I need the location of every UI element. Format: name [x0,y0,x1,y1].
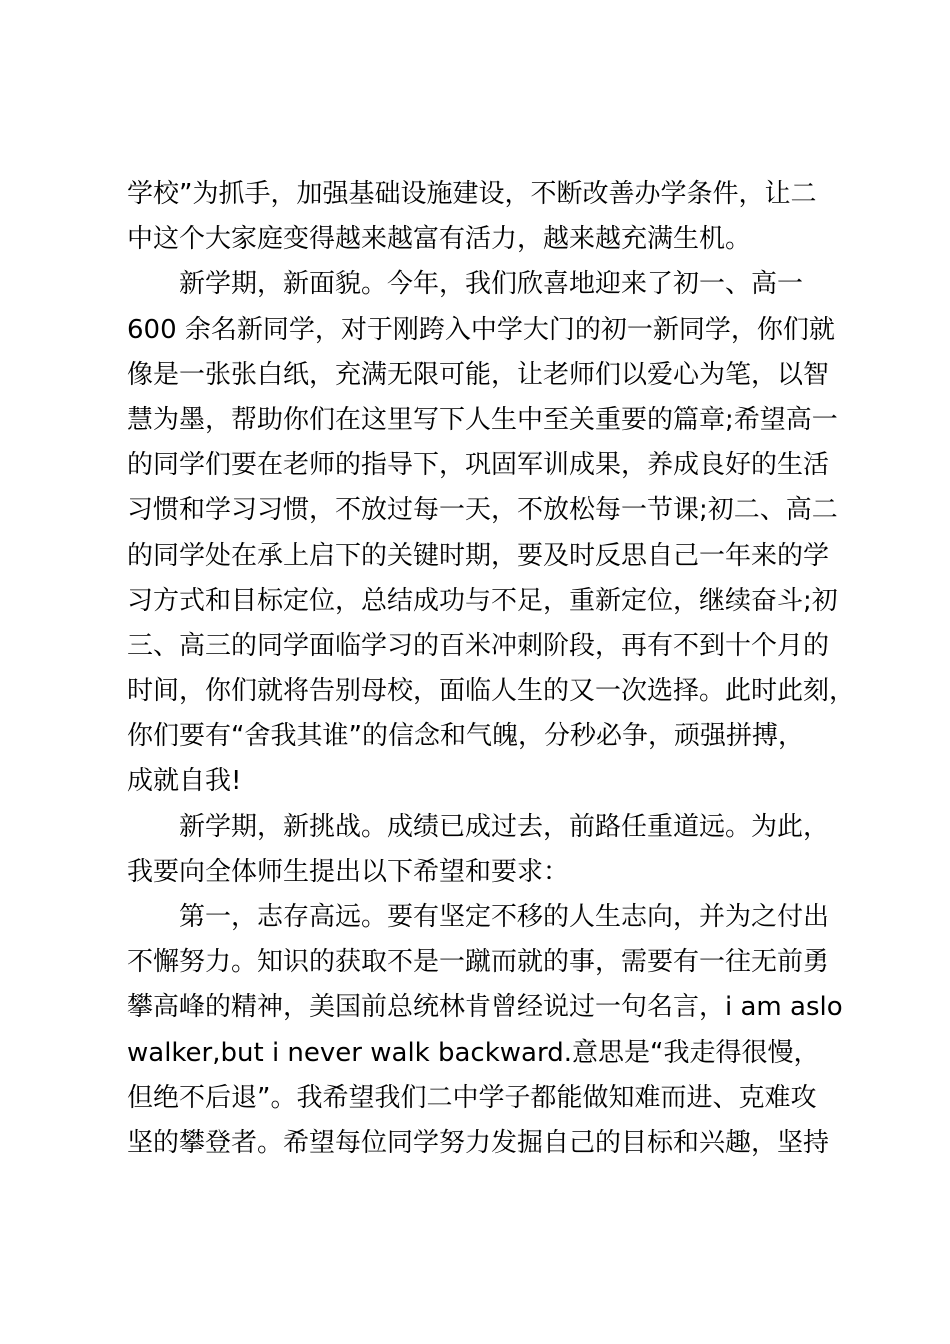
text-line: 的同学们要在老师的指导下，巩固军训成果，养成良好的生活 [127,450,830,481]
body-text [127,172,857,1166]
text-line: 中这个大家庭变得越来越富有活力，越来越充满生机。 [127,224,752,255]
text-line: 慧为墨，帮助你们在这里写下人生中至关重要的篇章;希望高一 [127,404,838,435]
text-line: 攀高峰的精神，美国前总统林肯曾经说过一句名言，i am aslo [127,992,843,1023]
text-line: 成就自我! [127,766,242,797]
paragraph-start-line: 第一，志存高远。要有坚定不移的人生志向，并为之付出 [179,902,830,932]
text-line: 但绝不后退”。我希望我们二中学子都能做知难而进、克难攻 [127,1082,817,1113]
text-line: 时间，你们就将告别母校，面临人生的又一次选择。此时此刻， [127,676,856,707]
text-line: 坚的攀登者。希望每位同学努力发掘自己的目标和兴趣，坚持 [127,1127,830,1158]
text-line: 600 余名新同学，对于刚跨入中学大门的初一新同学，你们就 [127,314,835,345]
text-line: 习惯和学习习惯，不放过每一天，不放松每一节课;初二、高二 [127,495,838,526]
text-line: 你们要有“舍我其谁”的信念和气魄，分秒必争，顽强拼搏， [127,721,804,752]
text-line: 像是一张张白纸，充满无限可能，让老师们以爱心为笔，以智 [127,359,830,390]
text-line: 的同学处在承上启下的关键时期，要及时反思自己一年来的学 [127,540,830,571]
text-line: walker,but i never walk backward.意思是“我走得很慢， [127,1037,820,1068]
paragraph-start-line: 新学期，新面貌。今年，我们欣喜地迎来了初一、高一 [179,269,804,300]
text-line: 学校”为抓手，加强基础设施建设，不断改善办学条件，让二 [127,179,817,209]
text-line: 习方式和目标定位，总结成功与不足，重新定位，继续奋斗;初 [127,585,838,616]
text-line: 我要向全体师生提出以下希望和要求： [127,856,570,887]
paragraph-start-line: 新学期，新挑战。成绩已成过去，前路任重道远。为此， [179,811,830,842]
text-line: 三、高三的同学面临学习的百米冲刺阶段，再有不到十个月的 [127,630,830,661]
text-line: 不懈努力。知识的获取不是一蹴而就的事，需要有一往无前勇 [127,947,830,978]
